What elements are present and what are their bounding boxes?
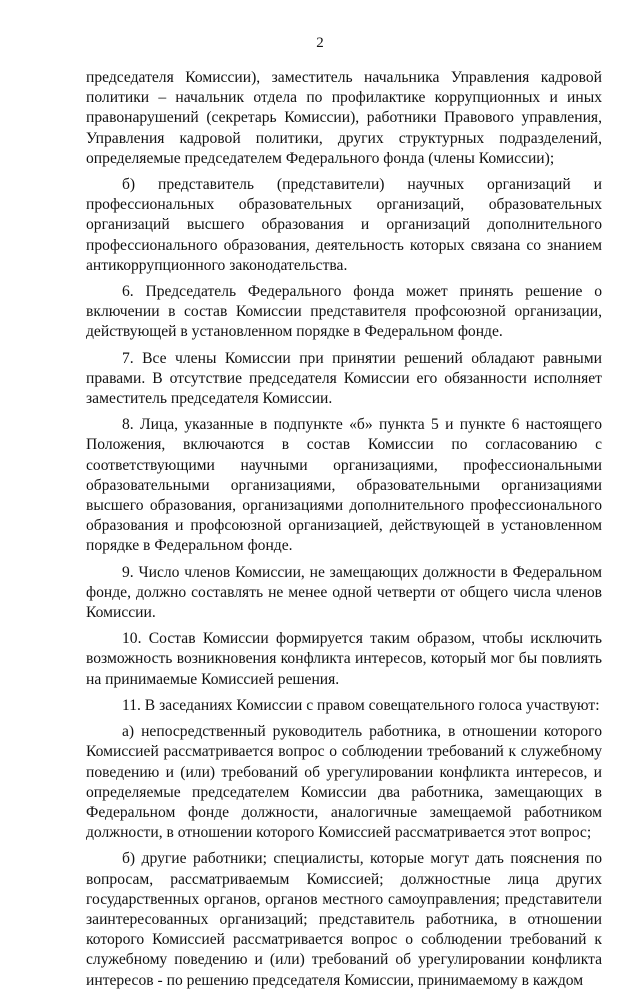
page-number: 2: [316, 35, 324, 51]
document-body: [86, 68, 602, 997]
paragraph-5b: б) представитель (представители) научных организаций и профессиональных образовательных организаций, образовательных организаций высшего образования и организаций дополнительного профессионального образования, деятельность которых связана со знанием антикоррупционного законодательства.: [86, 176, 602, 274]
paragraph-7: 7. Все члены Комиссии при принятии решений обладают равными правами. В отсутствие председателя Комиссии его обязанности исполняет заместитель председателя Комиссии.: [86, 349, 602, 408]
paragraph-11b: б) другие работники; специалисты, которые могут дать пояснения по вопросам, рассматриваемым Комиссией; должностные лица других государственных органов, органов местного самоуправления; представители заинтересованных организаций; представитель работника, в отношении которого Комиссией рассматривается вопрос о соблюдении требований к служебному поведению и (или) требований об урегулировании конфликта интересов - по решению председателя Комиссии, принимаемому в каждом: [86, 850, 602, 989]
paragraph-11: 11. В заседаниях Комиссии с правом совещательного голоса участвуют:: [122, 696, 600, 714]
paragraph-9: 9. Число членов Комиссии, не замещающих должности в Федеральном фонде, должно составлять не менее одной четверти от общего числа членов Комиссии.: [86, 563, 602, 622]
paragraph-11a: а) непосредственный руководитель работника, в отношении которого Комиссией рассматривается вопрос о соблюдении требований к служебному поведению и (или) требований об урегулировании конфликта интересов, и определяемые председателем Комиссии два работника, замещающих в Федеральном фонде должности, аналогичные замещаемой работником должности, в отношении которого Комиссией рассматривается этот вопрос;: [86, 723, 602, 842]
paragraph-6: 6. Председатель Федерального фонда может принять решение о включении в состав Комиссии представителя профсоюзной организации, действующей в установленном порядке в Федеральном фонде.: [86, 283, 602, 341]
paragraph-continuation: председателя Комиссии), заместитель начальника Управления кадровой политики – начальник отдела по профилактике коррупционных и иных правонарушений (секретарь Комиссии), работники Правового управления, Управления кадровой политики, других структурных подразделений, определяемые председателем Федерального фонда (члены Комиссии);: [86, 69, 602, 167]
paragraph-8: 8. Лица, указанные в подпункте «б» пункта 5 и пункте 6 настоящего Положения, включаются в состав Комиссии по согласованию с соответствующими научными организациями, профессиональными образовательными организациями, образовательными организациями высшего образования, организациями дополнительного профессионального образования и профсоюзной организацией, действующей в установленном порядке в Федеральном фонде.: [86, 416, 602, 555]
paragraph-10: 10. Состав Комиссии формируется таким образом, чтобы исключить возможность возникновения конфликта интересов, который мог бы повлиять на принимаемые Комиссией решения.: [86, 630, 602, 688]
